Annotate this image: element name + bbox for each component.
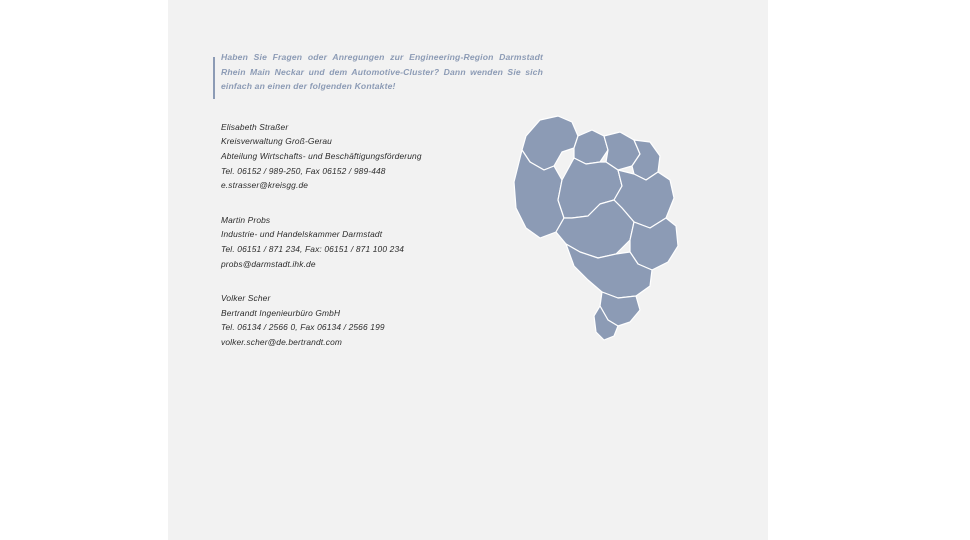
- region-map-svg: [500, 100, 730, 350]
- contact-email: volker.scher@de.bertrandt.com: [221, 336, 342, 347]
- contact-name: Volker Scher: [221, 293, 271, 304]
- accent-bar: [213, 57, 215, 99]
- contact-phone: Tel. 06134 / 2566 0, Fax 06134 / 2566 199: [221, 322, 385, 333]
- right-margin-strip: [768, 0, 970, 540]
- contact-department: Abteilung Wirtschafts- und Beschäftigungsförderung: [221, 150, 422, 161]
- region-map: [500, 100, 730, 350]
- map-district-north-central: [574, 130, 608, 164]
- contact-name: Elisabeth Straßer: [221, 121, 289, 132]
- contact-organization: Kreisverwaltung Groß-Gerau: [221, 136, 332, 147]
- contact-organization: Industrie- und Handelskammer Darmstadt: [221, 229, 383, 240]
- contact-organization: Bertrandt Ingenieurbüro GmbH: [221, 307, 341, 318]
- intro-paragraph: Haben Sie Fragen oder Anregungen zur Engineering-Region Darmstadt Rhein Main Neckar und dem Automotive-Cluster? Dann wenden Sie sich einfach an einen der folgenden Kontakte!: [221, 52, 543, 92]
- left-margin-strip: [0, 0, 168, 540]
- contact-name: Martin Probs: [221, 214, 271, 225]
- contact-email: e.strasser@kreisgg.de: [221, 180, 309, 191]
- contact-email: probs@darmstadt.ihk.de: [221, 258, 316, 269]
- contact-phone: Tel. 06152 / 989-250, Fax 06152 / 989-448: [221, 165, 386, 176]
- contact-phone: Tel. 06151 / 871 234, Fax: 06151 / 871 100 234: [221, 243, 405, 254]
